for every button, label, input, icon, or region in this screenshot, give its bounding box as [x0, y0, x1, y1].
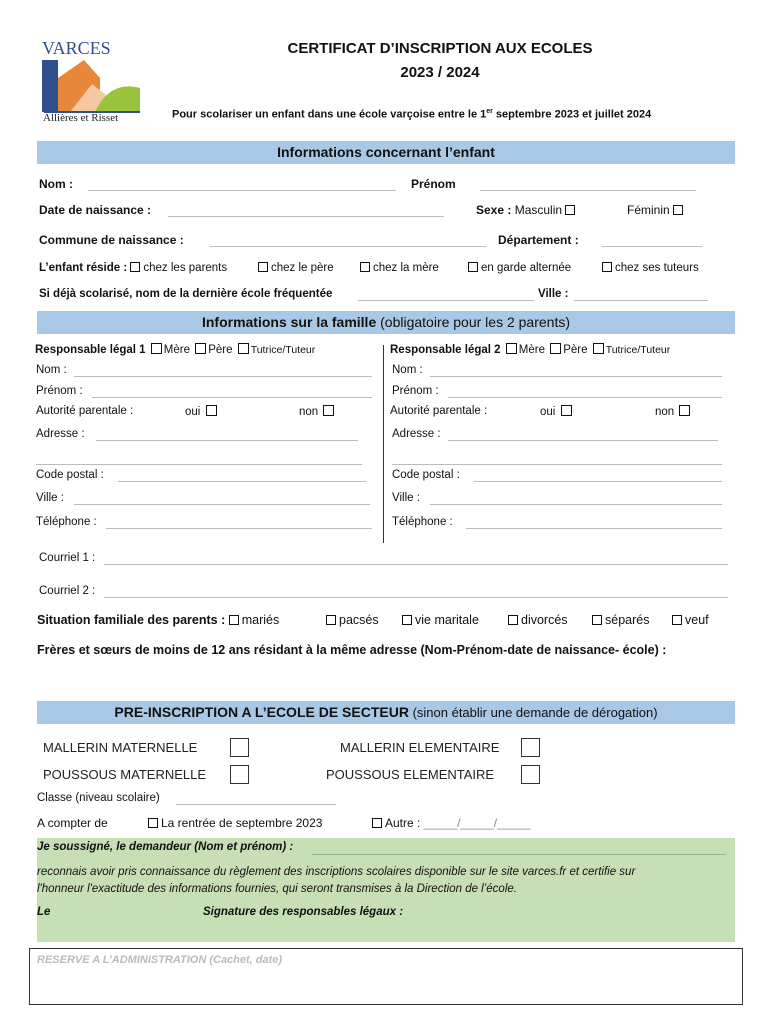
enfant-feminin: Féminin: [627, 203, 686, 217]
resp1-cp-label: Code postal :: [36, 469, 104, 481]
veuf: veuf: [672, 613, 709, 627]
section-enfant-header: Informations concernant l’enfant: [37, 141, 735, 164]
reside-alternee: en garde alternée: [468, 262, 571, 274]
resp2-nom-field[interactable]: [430, 376, 722, 377]
enfant-nom-field[interactable]: [88, 190, 396, 191]
enfant-departement-label: Département :: [498, 233, 579, 247]
poussous-maternelle: POUSSOUS MATERNELLE: [43, 767, 207, 782]
resp1-header: Responsable légal 1 Mère Père Tutrice/Tuteur: [35, 344, 316, 356]
enfant-prenom-label: Prénom: [411, 177, 456, 191]
situation-familiale: Situation familiale des parents : mariés: [37, 613, 280, 627]
resp1-autorite-label: Autorité parentale :: [36, 405, 134, 417]
enfant-commune-label: Commune de naissance :: [39, 233, 184, 247]
resp2-ville-field[interactable]: [430, 504, 722, 505]
declaration-le: Le: [37, 906, 51, 918]
page-title: CERTIFICAT D’INSCRIPTION AUX ECOLES: [287, 40, 593, 57]
section-famille-header: Informations sur la famille (obligatoire pour les 2 parents): [37, 311, 735, 334]
resp2-autorite-label: Autorité parentale :: [390, 405, 488, 417]
classe-label: Classe (niveau scolaire): [37, 792, 160, 804]
logo-subtitle: Allières et Risset: [43, 112, 119, 124]
resp2-adresse-field[interactable]: [448, 440, 718, 441]
resp1-adresse-field[interactable]: [96, 440, 358, 441]
mallerin-elementaire-checkbox[interactable]: [521, 738, 540, 757]
resp1-cp-field[interactable]: [118, 481, 366, 482]
resp1-pere-checkbox[interactable]: [195, 343, 206, 354]
enfant-ville-label: Ville :: [538, 288, 569, 300]
resp1-adresse-field-2[interactable]: [36, 464, 362, 465]
maries-checkbox[interactable]: [229, 615, 239, 625]
admin-label: RESERVE A L’ADMINISTRATION (Cachet, date): [37, 954, 283, 966]
mallerin-maternelle: MALLERIN MATERNELLE: [43, 740, 198, 755]
resp1-prenom-label: Prénom :: [36, 385, 83, 397]
resp1-tel-field[interactable]: [106, 528, 372, 529]
pacses: pacsés: [326, 613, 379, 627]
resp1-oui-checkbox[interactable]: [206, 405, 217, 416]
veuf-checkbox[interactable]: [672, 615, 682, 625]
vie-maritale-checkbox[interactable]: [402, 615, 412, 625]
reside-pere: chez le père: [258, 262, 334, 274]
resp2-adresse-label: Adresse :: [392, 428, 441, 440]
resp2-ville-label: Ville :: [392, 492, 420, 504]
courriel1-label: Courriel 1 :: [39, 552, 96, 564]
autre-option: Autre : _____/_____/_____: [372, 816, 530, 830]
resp2-prenom-label: Prénom :: [392, 385, 439, 397]
resp1-ville-label: Ville :: [36, 492, 64, 504]
resp1-mere-checkbox[interactable]: [151, 343, 162, 354]
masculin-checkbox[interactable]: [565, 205, 575, 215]
reside-pere-checkbox[interactable]: [258, 262, 268, 272]
courriel2-field[interactable]: [104, 597, 728, 598]
resp1-prenom-field[interactable]: [92, 397, 372, 398]
feminin-checkbox[interactable]: [673, 205, 683, 215]
poussous-elementaire-checkbox[interactable]: [521, 765, 540, 784]
resp2-header: Responsable légal 2 Mère Père Tutrice/Tuteur: [390, 344, 671, 356]
resp2-oui-checkbox[interactable]: [561, 405, 572, 416]
resp2-tuteur-checkbox[interactable]: [593, 343, 604, 354]
poussous-maternelle-checkbox[interactable]: [230, 765, 249, 784]
classe-field[interactable]: [176, 804, 336, 805]
resp1-tuteur-checkbox[interactable]: [238, 343, 249, 354]
mallerin-elementaire: MALLERIN ELEMENTAIRE: [340, 740, 500, 755]
reside-mere: chez la mère: [360, 262, 439, 274]
enfant-prenom-field[interactable]: [480, 190, 696, 191]
vie-maritale: vie maritale: [402, 613, 479, 627]
resp2-non: non: [655, 405, 692, 418]
resp2-cp-field[interactable]: [474, 481, 722, 482]
resp2-oui: oui: [540, 405, 574, 418]
courriel1-field[interactable]: [104, 564, 728, 565]
declaration-text-2: l'honneur l'exactitude des informations fournies, qui seront transmises à la Direction de l’école.: [37, 883, 517, 895]
divorces-checkbox[interactable]: [508, 615, 518, 625]
autre-date-field[interactable]: _____/_____/_____: [423, 816, 531, 830]
logo-name: VARCES: [42, 38, 111, 58]
resp2-pere-checkbox[interactable]: [550, 343, 561, 354]
separes: séparés: [592, 613, 649, 627]
page-subtitle: Pour scolariser un enfant dans une école varçoise entre le 1er septembre 2023 et juillet 2024: [172, 108, 652, 121]
resp1-nom-field[interactable]: [74, 376, 372, 377]
divorces: divorcés: [508, 613, 568, 627]
resp2-prenom-field[interactable]: [448, 397, 722, 398]
resp2-tel-label: Téléphone :: [392, 516, 453, 528]
rentree-option: La rentrée de septembre 2023: [148, 816, 322, 830]
enfant-reside: L’enfant réside : chez les parents: [39, 262, 228, 274]
resp1-non-checkbox[interactable]: [323, 405, 334, 416]
reside-tuteurs-checkbox[interactable]: [602, 262, 612, 272]
poussous-elementaire: POUSSOUS ELEMENTAIRE: [326, 767, 495, 782]
column-divider: [383, 345, 384, 543]
resp2-adresse-field-2[interactable]: [392, 464, 722, 465]
resp2-mere-checkbox[interactable]: [506, 343, 517, 354]
pacses-checkbox[interactable]: [326, 615, 336, 625]
resp1-ville-field[interactable]: [74, 504, 370, 505]
rentree-checkbox[interactable]: [148, 818, 158, 828]
enfant-sexe: Sexe : Masculin: [476, 203, 578, 217]
declaration-nom-field[interactable]: [312, 854, 726, 855]
resp2-cp-label: Code postal :: [392, 469, 460, 481]
declaration-soussigne: Je soussigné, le demandeur (Nom et prénom) :: [37, 841, 294, 853]
reside-parents-checkbox[interactable]: [130, 262, 140, 272]
courriel2-label: Courriel 2 :: [39, 585, 96, 597]
enfant-nom-label: Nom :: [39, 177, 73, 191]
autre-checkbox[interactable]: [372, 818, 382, 828]
admin-box: [29, 948, 743, 1005]
resp1-adresse-label: Adresse :: [36, 428, 85, 440]
derniere-ecole-field[interactable]: [358, 300, 534, 301]
section-preinscription-header: PRE-INSCRIPTION A L’ECOLE DE SECTEUR (sinon établir une demande de dérogation): [37, 701, 735, 724]
separes-checkbox[interactable]: [592, 615, 602, 625]
enfant-departement-field[interactable]: [602, 246, 702, 247]
reside-tuteurs: chez ses tuteurs: [602, 262, 699, 274]
enfant-date-label: Date de naissance :: [39, 203, 152, 217]
enfant-ville-field[interactable]: [574, 300, 708, 301]
resp1-nom-label: Nom :: [36, 364, 67, 376]
a-compter-label: A compter de: [37, 816, 108, 830]
freres-soeurs-label: Frères et sœurs de moins de 12 ans résidant à la même adresse (Nom-Prénom-date de naissance- école) :: [37, 643, 667, 657]
declaration-text-1: reconnais avoir pris connaissance du règlement des inscriptions scolaires disponible sur le site varces.fr et certifie sur: [37, 866, 636, 878]
page-year: 2023 / 2024: [400, 64, 480, 81]
resp2-tel-field[interactable]: [466, 528, 722, 529]
resp1-non: non: [299, 405, 336, 418]
mallerin-maternelle-checkbox[interactable]: [230, 738, 249, 757]
reside-mere-checkbox[interactable]: [360, 262, 370, 272]
resp1-oui: oui: [185, 405, 219, 418]
signature-label: Signature des responsables légaux :: [203, 906, 404, 918]
reside-alternee-checkbox[interactable]: [468, 262, 478, 272]
resp2-nom-label: Nom :: [392, 364, 423, 376]
enfant-commune-field[interactable]: [210, 246, 486, 247]
resp2-non-checkbox[interactable]: [679, 405, 690, 416]
resp1-tel-label: Téléphone :: [36, 516, 97, 528]
enfant-date-field[interactable]: [168, 216, 444, 217]
derniere-ecole-label: Si déjà scolarisé, nom de la dernière école fréquentée: [39, 288, 333, 300]
